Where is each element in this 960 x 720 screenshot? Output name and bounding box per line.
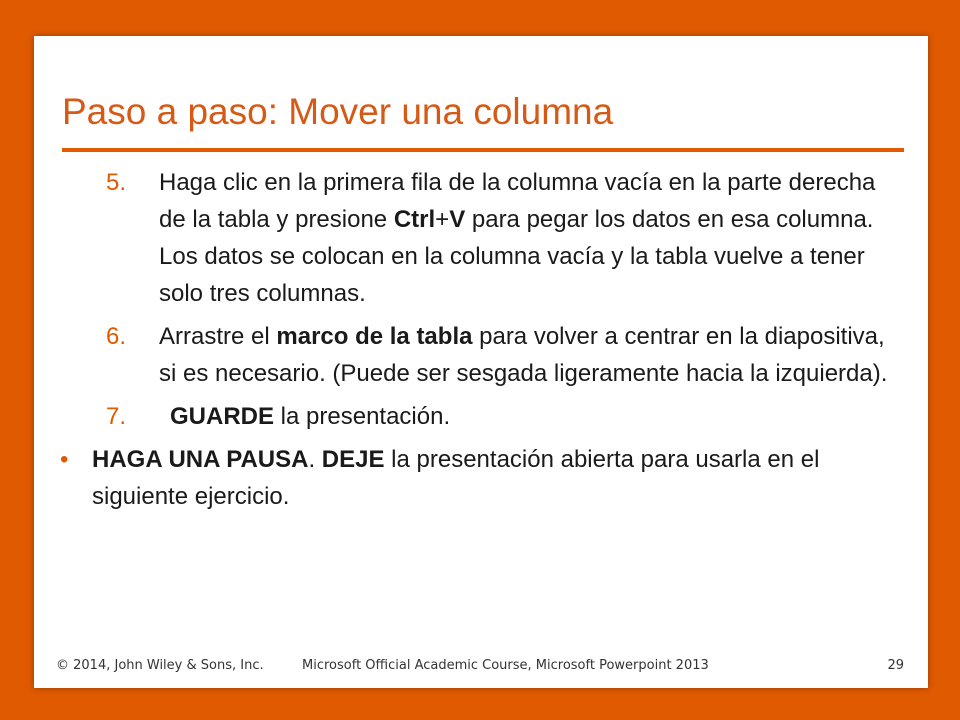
step-7 xyxy=(34,398,894,435)
bullet-text xyxy=(92,446,819,510)
bullet-text-part: . xyxy=(308,446,322,473)
step-text xyxy=(159,398,894,435)
footer-course: Microsoft Official Academic Course, Microsoft Powerpoint 2013 xyxy=(302,658,709,673)
step-text-part: Haga clic en la primera fila de la columna vacía en la parte derecha de la tabla y presione xyxy=(159,169,876,233)
bullet-marker: • xyxy=(60,446,69,473)
emphasis-term: marco de la tabla xyxy=(276,323,473,350)
shortcut-key-ctrl: Ctrl xyxy=(393,206,436,233)
step-number: 5. xyxy=(106,169,127,196)
step-text-part: para volver a centrar en la diapositiva, si es necesario. (Puede ser sesgada ligeramente hacia la izquierda). xyxy=(159,323,888,387)
slide-footer xyxy=(34,658,928,678)
step-text-part: para pegar los datos en esa columna. Los datos se colocan en la columna vacía y la tabla vuelve a tener solo tres columnas. xyxy=(159,206,874,307)
shortcut-key-v: V xyxy=(449,206,466,233)
slide-body xyxy=(34,164,928,515)
footer-copyright: © 2014, John Wiley & Sons, Inc. xyxy=(56,658,264,673)
step-text-part: la presentación. xyxy=(274,403,451,430)
step-text-part: Arrastre el xyxy=(159,323,277,350)
bullet-text-part: la presentación abierta para usarla en el siguiente ejercicio. xyxy=(92,446,820,510)
title-divider xyxy=(62,148,904,152)
step-text xyxy=(159,164,894,312)
pause-bullet xyxy=(34,441,882,515)
step-5 xyxy=(34,164,894,312)
slide xyxy=(34,36,928,688)
step-number: 6. xyxy=(106,323,127,350)
emphasis-term: GUARDE xyxy=(170,403,275,430)
emphasis-term: HAGA UNA PAUSA xyxy=(92,446,309,473)
step-number: 7. xyxy=(106,403,127,430)
emphasis-term: DEJE xyxy=(321,446,385,473)
step-text xyxy=(159,318,894,392)
shortcut-plus: + xyxy=(435,206,450,233)
step-6 xyxy=(34,318,894,392)
slide-title: Paso a paso: Mover una columna xyxy=(62,91,614,132)
page-number: 29 xyxy=(887,658,904,673)
